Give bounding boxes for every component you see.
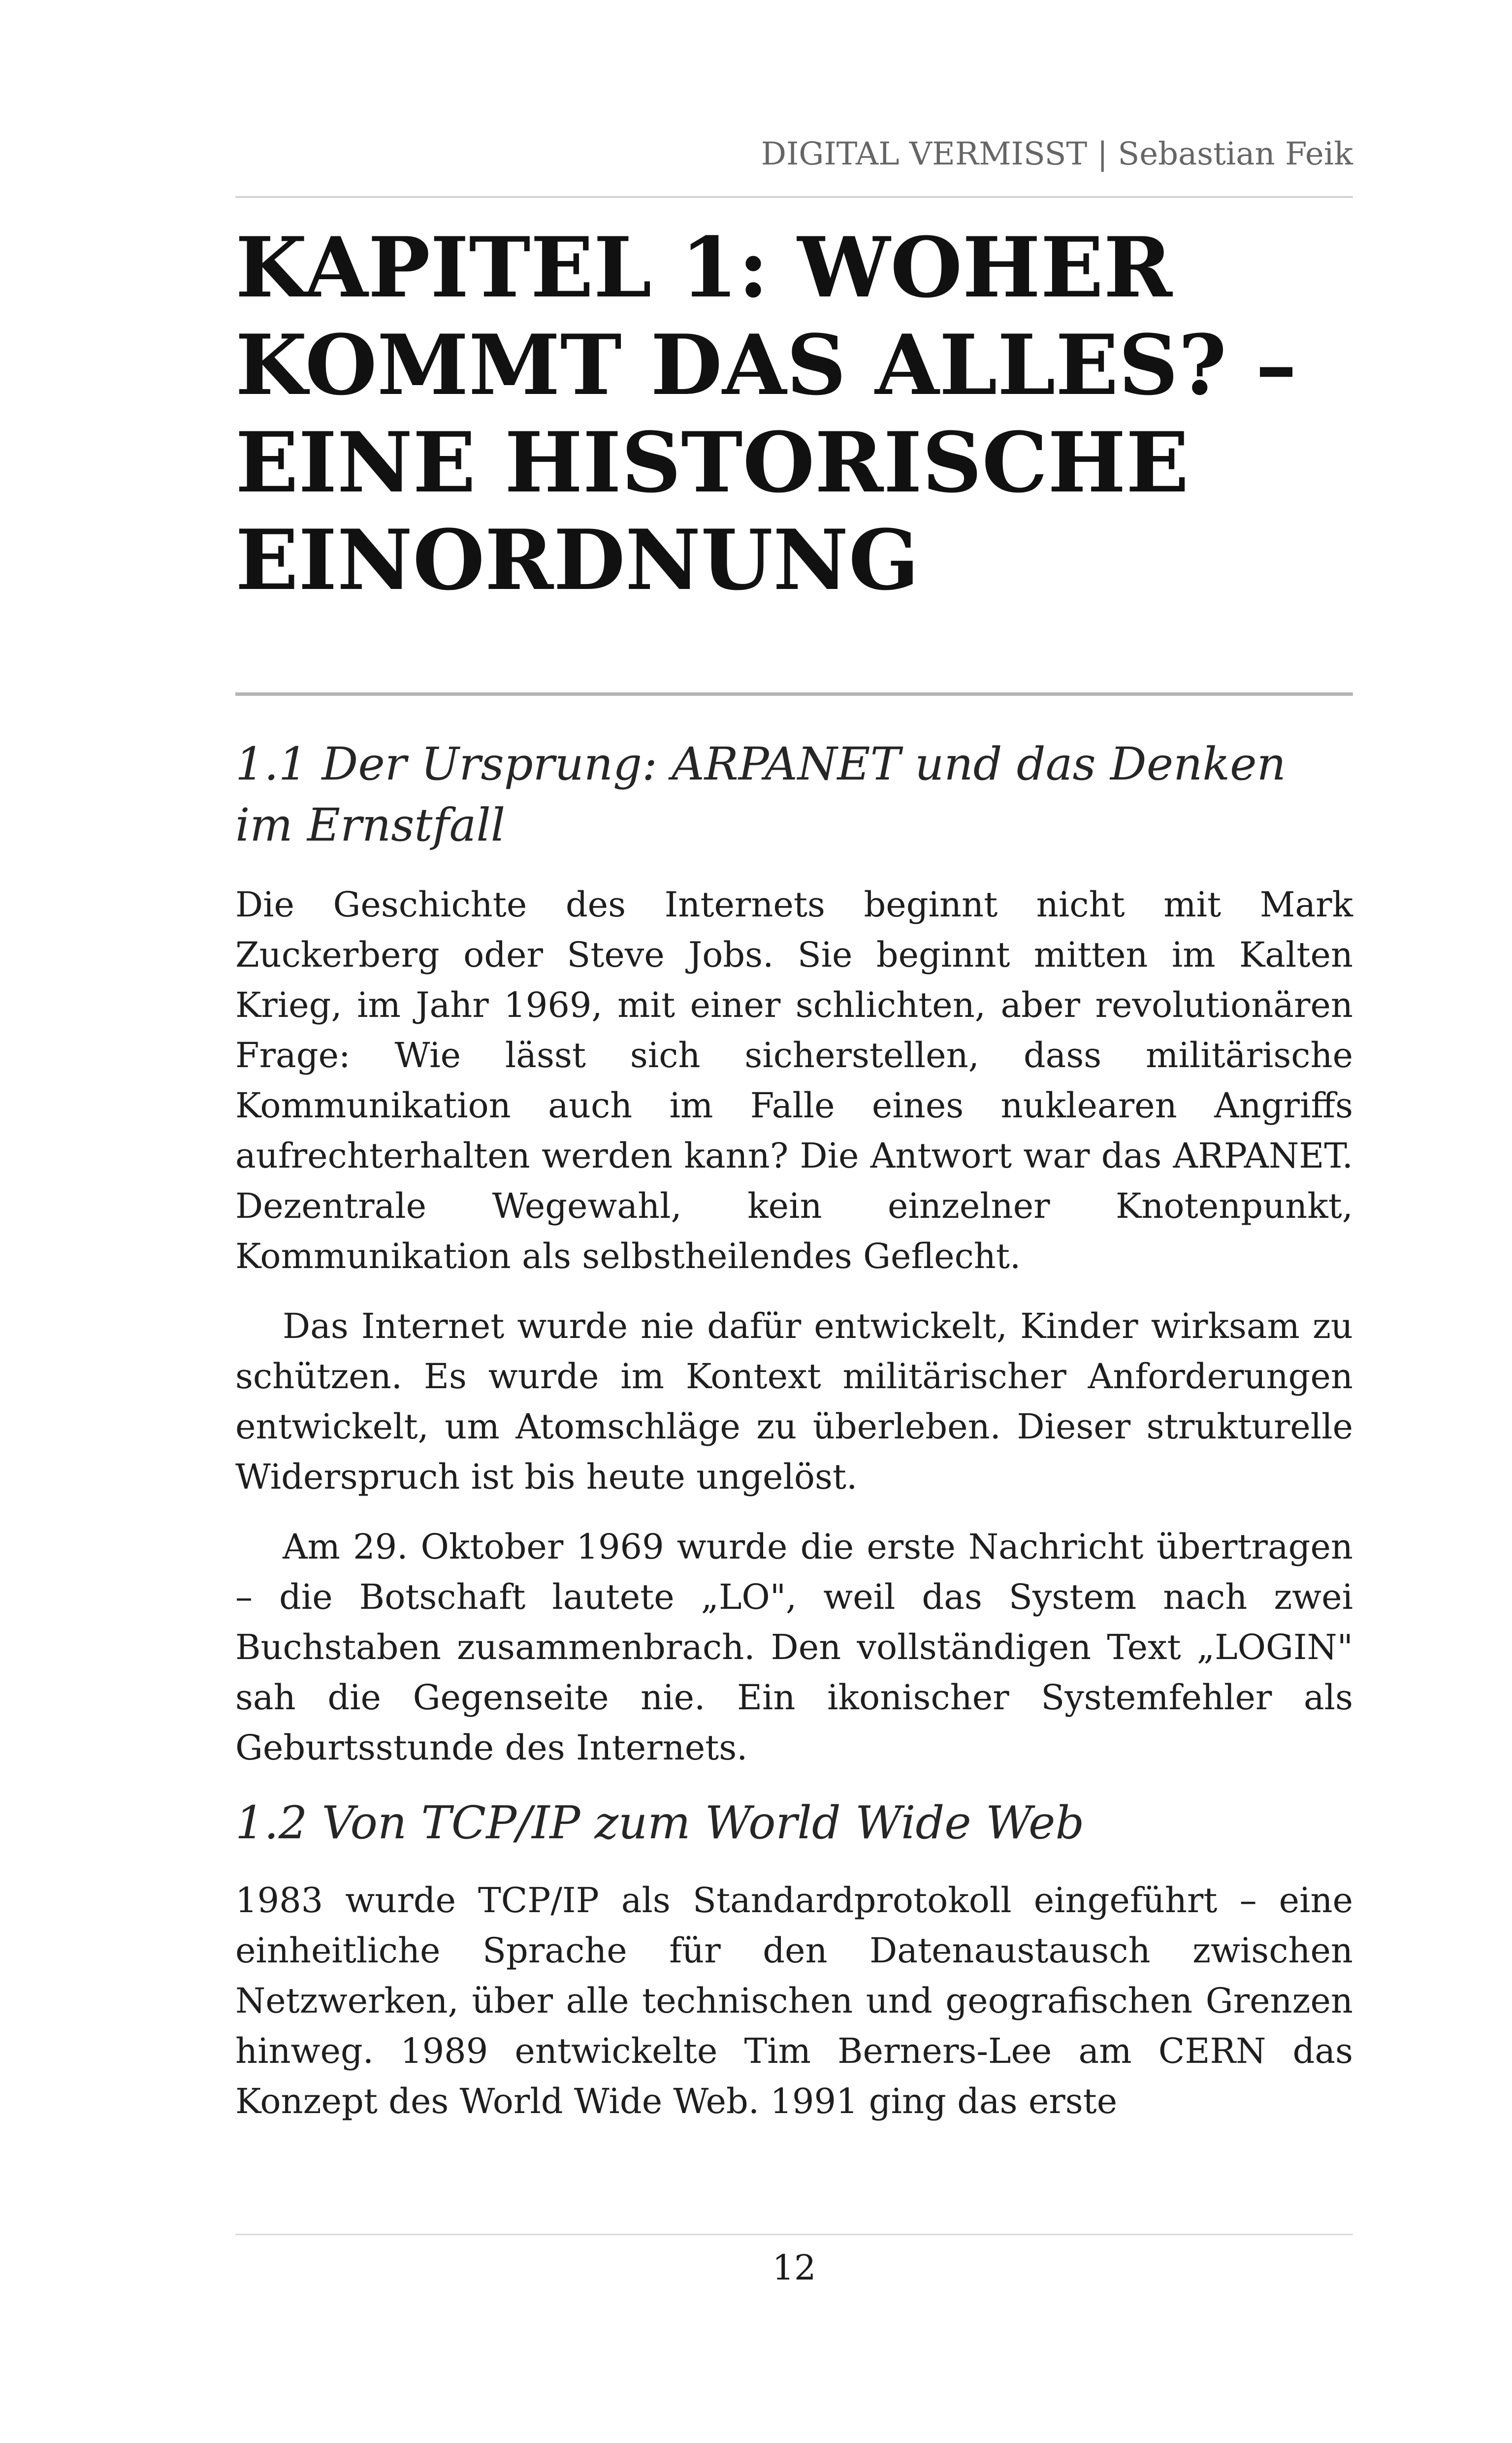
paragraph: Am 29. Oktober 1969 wurde die erste Nachricht übertragen – die Botschaft lautete „LO", weil das System nach zwei Buchstaben zusammenbrach. Den vollständigen Text „LOGIN" sah die Gegenseite nie. Ein ikonischer Systemfehler als Geburtsstunde des Internets. — [235, 1527, 1353, 1768]
chapter-title: KAPITEL 1: WOHER KOMMT DAS ALLES? – EINE HISTORISCHE EINORDNUNG — [235, 219, 1297, 609]
page-number: 12 — [772, 2248, 816, 2288]
book-page — [235, 0, 1353, 2443]
paragraph: Das Internet wurde nie dafür entwickelt, Kinder wirksam zu schützen. Es wurde im Kontext militärischer Anforderungen entwickelt, um Atomschläge zu überleben. Dieser strukturelle Widerspruch ist bis heute ungelöst. — [235, 1306, 1353, 1497]
paragraph: Die Geschichte des Internets beginnt nicht mit Mark Zuckerberg oder Steve Jobs. Sie beginnt mitten im Kalten Krieg, im Jahr 1969, mit einer schlichten, aber revolutionären Frage: Wie lässt sich sicherstellen, dass militärische Kommunikation auch im Falle eines nuklearen Angriffs aufrechterhalten werden kann? Die Antwort war das ARPANET. Dezentrale Wegewahl, kein einzelner Knotenpunkt, Kommunikation als selbstheilendes Geflecht. — [235, 884, 1353, 1276]
chapter-divider — [235, 692, 1353, 696]
section-heading: 1.1 Der Ursprung: ARPANET und das Denken im Ernstfall — [235, 738, 1286, 851]
paragraph: 1983 wurde TCP/IP als Standardprotokoll eingeführt – eine einheitliche Sprache für den Datenaustausch zwischen Netzwerken, über alle technischen und geografischen Grenzen hinweg. 1989 entwickelte Tim Berners-Lee am CERN das Konzept des World Wide Web. 1991 ging das erste — [235, 1880, 1353, 2121]
section-heading: 1.2 Von TCP/IP zum World Wide Web — [235, 1796, 1085, 1849]
footer-divider — [235, 2234, 1353, 2235]
header-divider — [235, 196, 1353, 198]
section-1-2 — [235, 1792, 1353, 2126]
running-header: DIGITAL VERMISST | Sebastian Feik — [761, 136, 1353, 172]
section-1-1 — [235, 734, 1353, 1773]
